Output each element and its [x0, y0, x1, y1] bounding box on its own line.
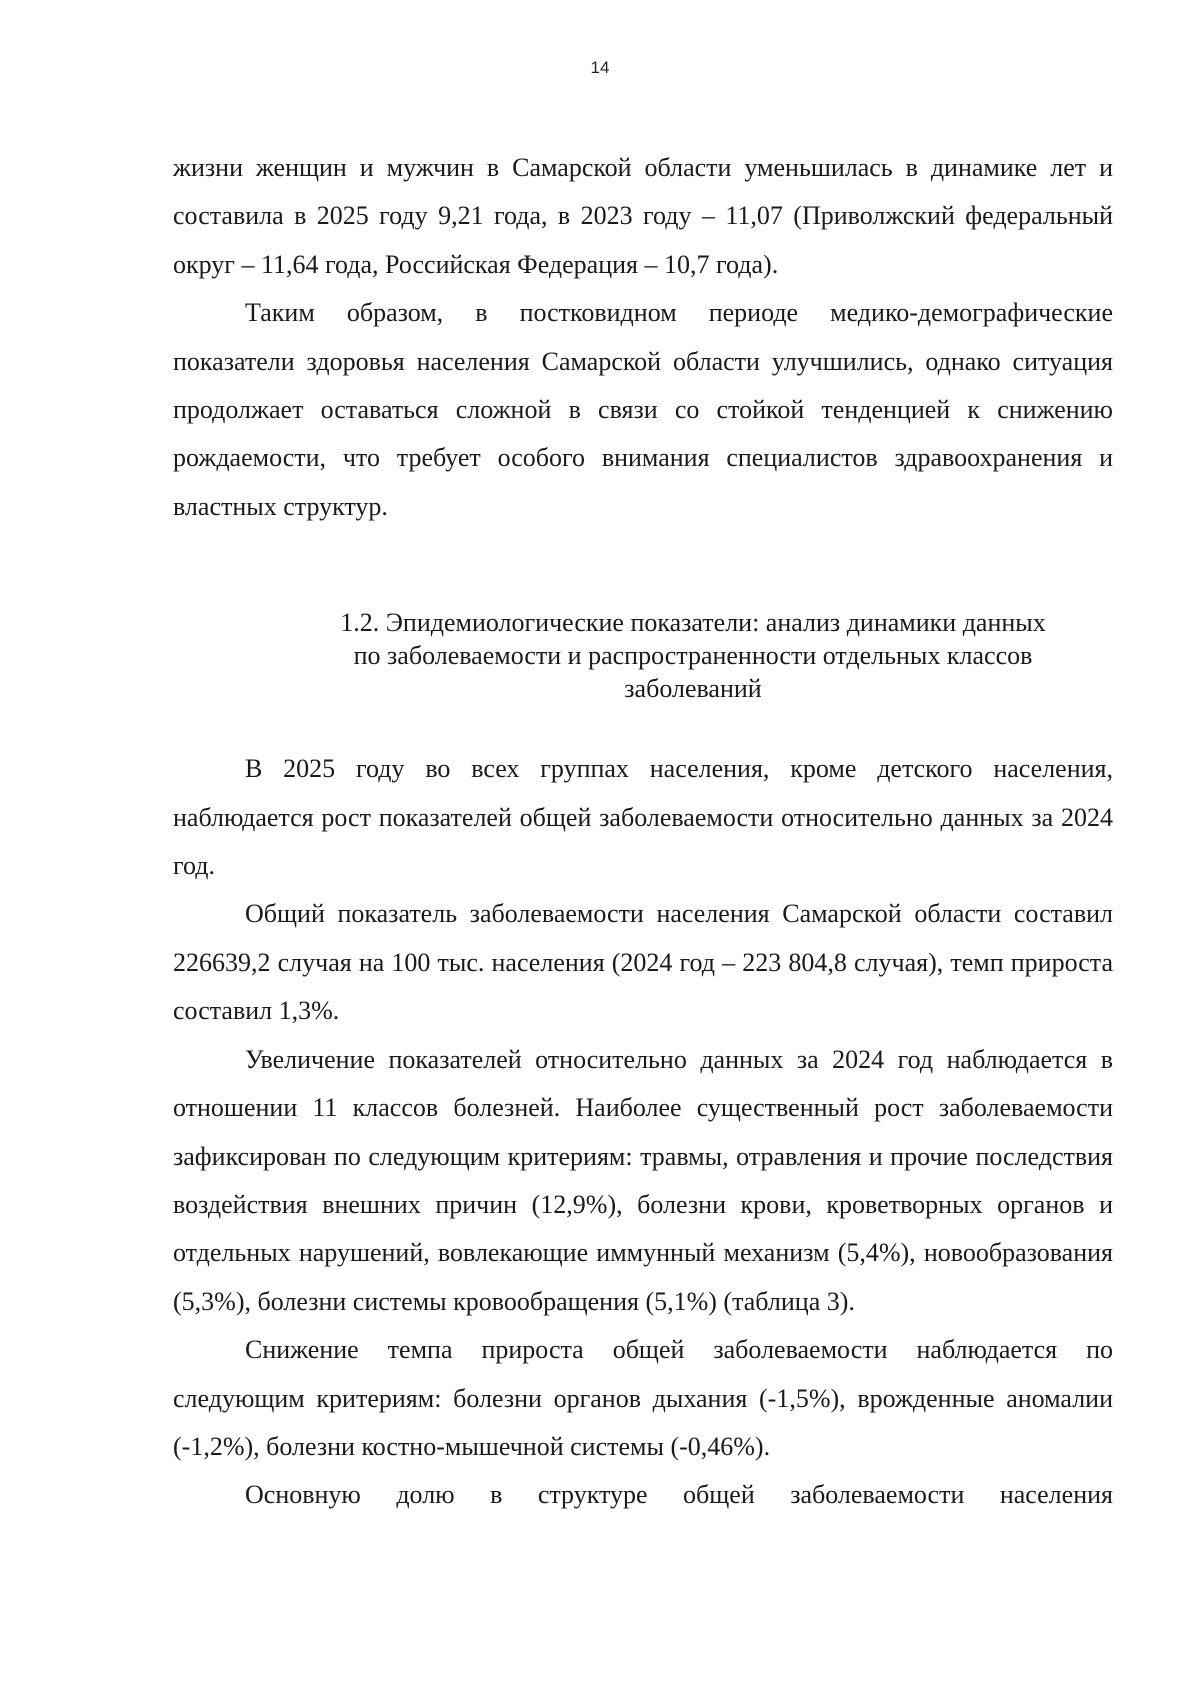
paragraph-growth-groups: В 2025 году во всех группах населения, кроме детского населения, наблюдается рост показателей общей заболеваемости относительно данных за 2024 год. — [173, 754, 1113, 881]
section-heading-line-2: по заболеваемости и распространенности отдельных классов — [353, 641, 1033, 671]
section-heading — [173, 606, 1113, 705]
paragraph-total-incidence: Общий показатель заболеваемости населения Самарской области составил 226639,2 случая на 100 тыс. населения (2024 год – 223 804,8 случая), темп прироста составил 1,3%. — [173, 899, 1113, 1026]
page-number: 14 — [590, 58, 610, 77]
paragraph-increase-classes: Увеличение показателей относительно данных за 2024 год наблюдается в отношении 11 классов болезней. Наиболее существенный рост заболеваемости зафиксирован по следующим критериям: травмы, отравления и прочие последствия воздействия внешних причин (12,9%), болезни крови, кроветворных органов и отдельных нарушений, вовлекающие иммунный механизм (5,4%), новообразования (5,3%), болезни системы кровообращения (5,1%) (таблица 3). — [173, 1044, 1113, 1316]
paragraph-main-share: Основную долю в структуре общей заболеваемости населения — [245, 1480, 1113, 1510]
paragraph-conclusion: Таким образом, в постковидном периоде медико-демографические показатели здоровья населения Самарской области улучшились, однако ситуация продолжает оставаться сложной в связи со стойкой тенденцией к снижению рождаемости, что требует особого внимания специалистов здравоохранения и властных структур. — [173, 298, 1113, 521]
paragraph-decrease-classes: Снижение темпа прироста общей заболеваемости наблюдается по следующим критериям: болезни органов дыхания (-1,5%), врожденные аномалии (-1,2%), болезни костно-мышечной системы (-0,46%). — [173, 1335, 1113, 1461]
paragraph-continuation: жизни женщин и мужчин в Самарской области уменьшилась в динамике лет и составила в 2025 году 9,21 года, в 2023 году – 11,07 (Приволжский федеральный округ – 11,64 года, Российская Федерация – 10,7 года). — [173, 153, 1113, 279]
section-heading-line-3: заболеваний — [624, 674, 762, 704]
section-heading-line-1: 1.2. Эпидемиологические показатели: анализ динамики данных — [340, 608, 1046, 638]
document-body — [173, 144, 1113, 1520]
